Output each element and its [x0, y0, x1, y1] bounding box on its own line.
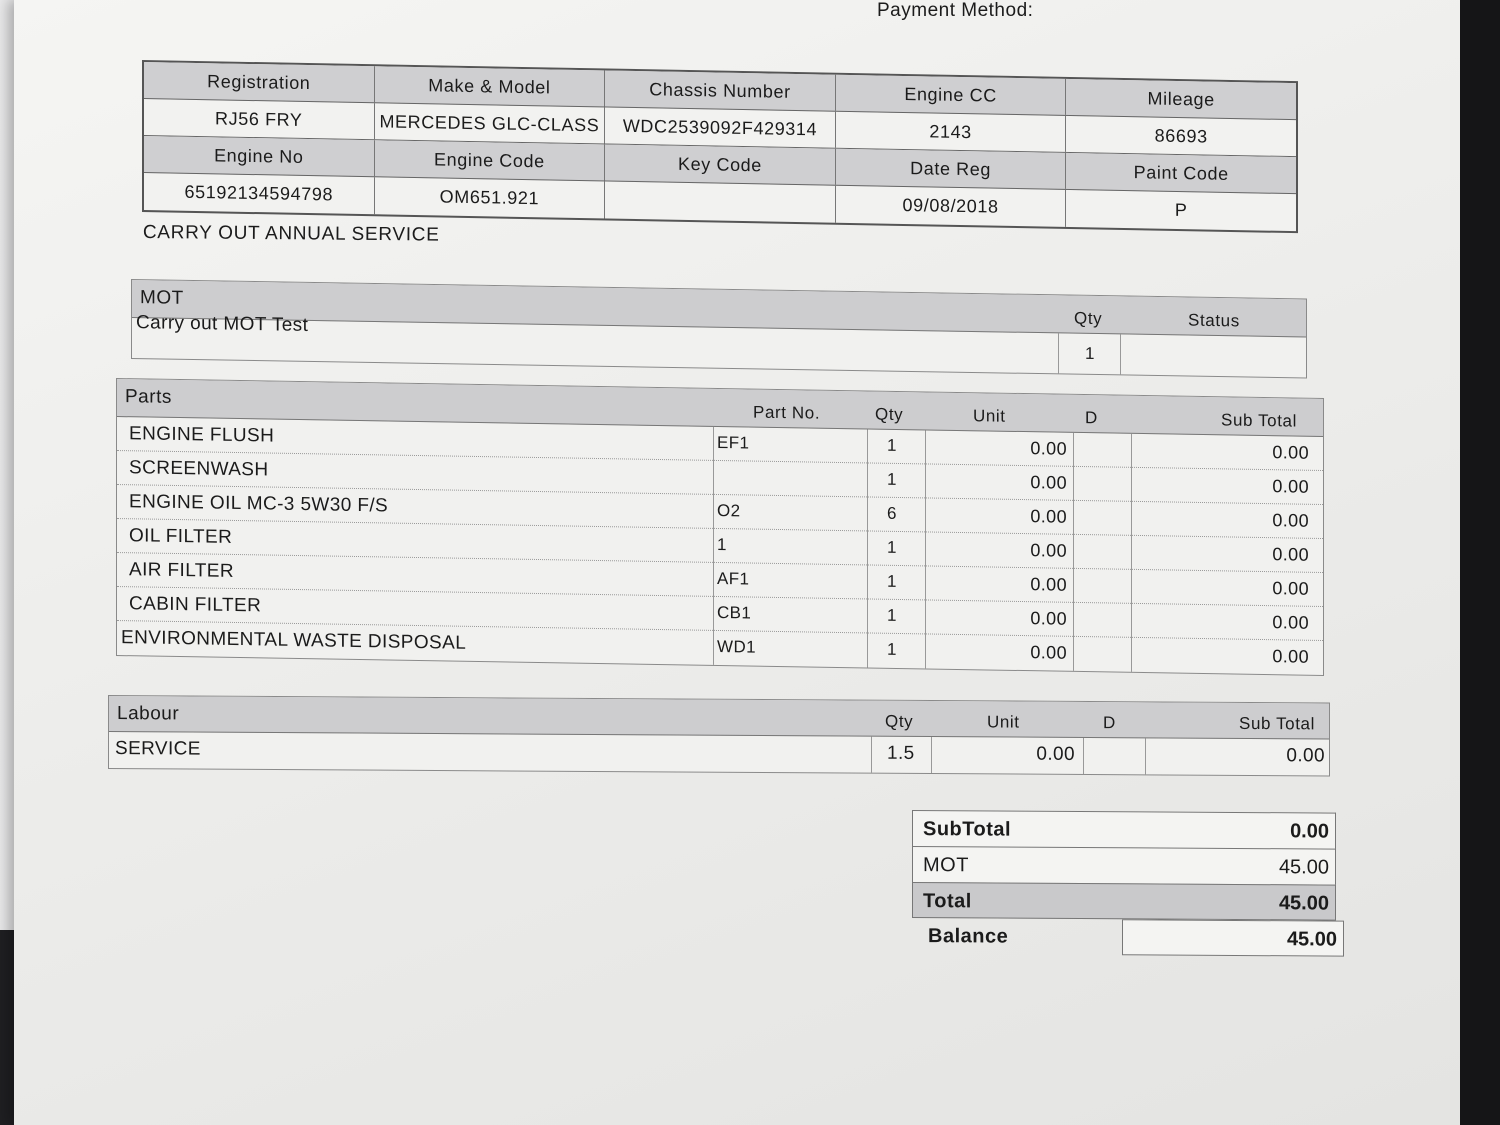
part-subtotal: 0.00 [1272, 510, 1309, 531]
value-mileage: 86693 [1154, 125, 1208, 147]
mot-col-qty: Qty [1074, 308, 1103, 329]
part-subtotal: 0.00 [1272, 476, 1309, 497]
balance-label: Balance [928, 925, 1009, 948]
part-description: OIL FILTER [129, 525, 233, 548]
part-qty: 1 [887, 537, 897, 557]
part-unit: 0.00 [1030, 438, 1067, 459]
part-unit: 0.00 [1030, 540, 1067, 561]
totals-box [912, 810, 1336, 957]
part-description: SCREENWASH [129, 457, 269, 481]
part-number: EF1 [717, 432, 750, 453]
labour-col-subtotal: Sub Total [1239, 713, 1315, 734]
mot-qty: 1 [1085, 343, 1095, 363]
part-description: ENGINE OIL MC-3 5W30 F/S [129, 491, 389, 517]
balance-value: 45.00 [1286, 928, 1337, 951]
value-date-reg: 09/08/2018 [836, 186, 1067, 227]
parts-section [116, 378, 1324, 676]
mot-total-value: 45.00 [1278, 856, 1329, 879]
total-label: Total [923, 890, 972, 913]
value-key-code [605, 181, 836, 222]
part-qty: 1 [887, 639, 897, 659]
part-description: ENVIRONMENTAL WASTE DISPOSAL [121, 627, 467, 654]
part-qty: 1 [887, 605, 897, 625]
part-subtotal: 0.00 [1272, 646, 1309, 667]
part-subtotal: 0.00 [1272, 442, 1309, 463]
part-subtotal: 0.00 [1272, 612, 1309, 633]
labour-section [108, 695, 1330, 776]
value-engine-no: 65192134594798 [144, 173, 375, 214]
header-engine-cc: Engine CC [836, 75, 1067, 115]
part-number: O2 [717, 500, 741, 521]
part-qty: 1 [887, 435, 897, 455]
header-chassis-number: Chassis Number [605, 70, 836, 110]
part-unit: 0.00 [1030, 472, 1067, 493]
part-unit: 0.00 [1030, 608, 1067, 629]
labour-title: Labour [117, 703, 180, 725]
labour-col-qty: Qty [885, 711, 914, 731]
subtotal-value: 0.00 [1290, 820, 1329, 843]
subtotal-row [912, 810, 1336, 849]
header-engine-code: Engine Code [375, 140, 606, 180]
parts-title: Parts [125, 386, 172, 408]
balance-box [1122, 919, 1344, 956]
part-number: WD1 [717, 636, 756, 657]
header-engine-no: Engine No [144, 136, 375, 176]
labour-subtotal: 0.00 [1286, 745, 1325, 767]
header-paint-code: Paint Code [1133, 161, 1229, 184]
part-qty: 6 [887, 503, 897, 523]
value-engine-cc: 2143 [836, 112, 1067, 152]
value-paint-code: P [1174, 199, 1188, 221]
mot-total-label: MOT [923, 854, 969, 877]
parts-col-qty: Qty [875, 404, 904, 425]
job-instruction: CARRY OUT ANNUAL SERVICE [142, 222, 440, 246]
part-qty: 1 [887, 571, 897, 591]
parts-col-subtotal: Sub Total [1221, 410, 1297, 431]
value-engine-code: OM651.921 [375, 177, 606, 218]
parts-col-unit: Unit [973, 406, 1006, 426]
parts-col-part-no: Part No. [753, 402, 821, 423]
header-make-model: Make & Model [375, 66, 606, 106]
total-row [912, 882, 1336, 921]
labour-col-d: D [1103, 713, 1116, 733]
labour-row [109, 732, 1329, 775]
header-key-code: Key Code [605, 144, 836, 184]
mot-total-row [912, 846, 1336, 885]
vehicle-details-table [142, 60, 1298, 233]
part-unit: 0.00 [1030, 642, 1067, 663]
parts-col-d: D [1085, 408, 1098, 428]
part-unit: 0.00 [1030, 574, 1067, 595]
part-number: CB1 [717, 602, 752, 623]
desk-background [1460, 0, 1500, 1125]
mot-title: MOT [140, 287, 184, 309]
part-number: AF1 [717, 568, 750, 589]
labour-description: SERVICE [115, 738, 201, 760]
part-description: ENGINE FLUSH [129, 423, 275, 447]
part-description: AIR FILTER [129, 559, 234, 582]
header-date-reg: Date Reg [836, 149, 1067, 189]
labour-unit: 0.00 [1036, 743, 1075, 765]
part-subtotal: 0.00 [1272, 578, 1309, 599]
mot-col-status: Status [1188, 310, 1240, 331]
part-subtotal: 0.00 [1272, 544, 1309, 565]
labour-col-unit: Unit [987, 712, 1020, 732]
part-qty: 1 [887, 469, 897, 489]
total-value: 45.00 [1278, 892, 1329, 915]
header-mileage: Mileage [1147, 87, 1215, 110]
payment-method-label: Payment Method: [877, 0, 1034, 21]
header-registration: Registration [144, 62, 375, 102]
part-unit: 0.00 [1030, 506, 1067, 527]
subtotal-label: SubTotal [923, 818, 1012, 841]
mot-description: Carry out MOT Test [136, 312, 309, 336]
value-registration: RJ56 FRY [144, 99, 375, 139]
value-make-model: MERCEDES GLC-CLASS [375, 103, 606, 143]
value-chassis-number: WDC2539092F429314 [605, 107, 836, 147]
balance-row [912, 918, 1336, 957]
part-description: CABIN FILTER [129, 593, 262, 617]
part-number: 1 [717, 534, 727, 555]
labour-qty: 1.5 [887, 742, 915, 764]
